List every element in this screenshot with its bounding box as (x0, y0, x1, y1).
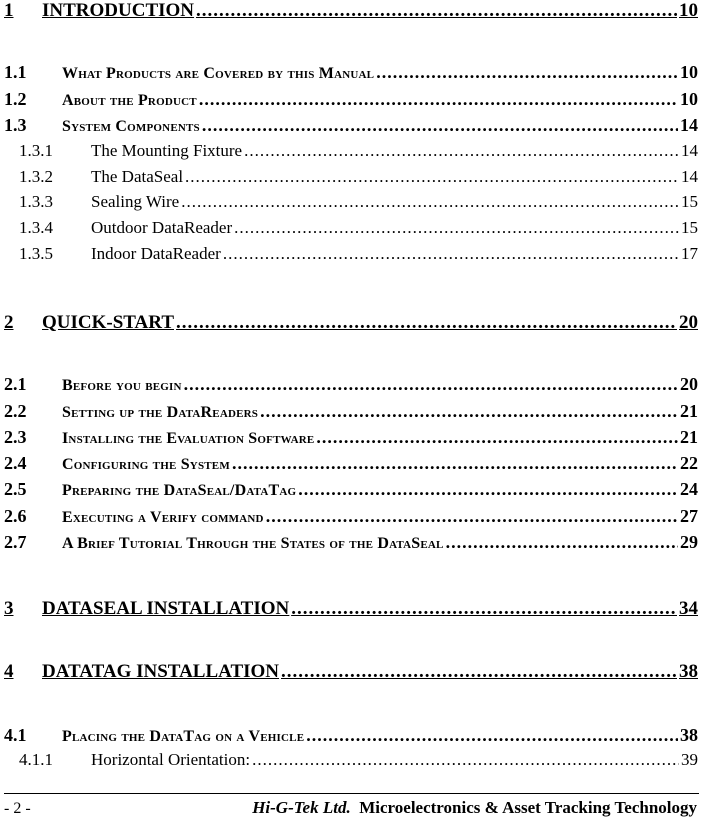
toc-entry-number: 1.3.4 (19, 218, 53, 237)
toc-entry-number: 2.6 (4, 506, 27, 526)
toc-entry-title: Setting up the DataReaders (62, 404, 259, 421)
toc-entry-number: 1.3.3 (19, 192, 53, 211)
toc-leader-dots (184, 374, 678, 395)
toc-entry-number: 2.5 (4, 479, 27, 499)
toc-entry-page: 38 (680, 725, 698, 745)
toc-entry-number: 4.1 (4, 725, 27, 745)
toc-leader-dots (446, 532, 678, 553)
toc-entry-title: Sealing Wire (91, 192, 180, 211)
toc-entry-page: 24 (680, 479, 698, 499)
toc-entry-page: 10 (680, 89, 698, 109)
toc-leader-dots (291, 598, 677, 620)
toc-leader-dots (260, 401, 678, 422)
toc-entry-page: 14 (680, 115, 698, 135)
toc-entry-title: Indoor DataReader (91, 244, 221, 263)
toc-entry-number: 1.2 (4, 89, 27, 109)
toc-entry-title: A Brief Tutorial Through the States of the DataSeal (62, 535, 444, 552)
toc-entry-page: 15 (681, 218, 698, 237)
toc-leader-dots (185, 167, 679, 187)
toc-entry[interactable] (4, 532, 698, 553)
toc-entry-title: DATASEAL INSTALLATION (42, 598, 290, 619)
toc-entry[interactable] (4, 62, 698, 83)
page-footer (0, 793, 703, 822)
toc-entry-title: Outdoor DataReader (91, 218, 233, 237)
toc-leader-dots (252, 750, 679, 770)
toc-entry-title: INTRODUCTION (42, 0, 195, 21)
toc-entry-number: 2.1 (4, 374, 27, 394)
toc-entry-number: 3 (4, 598, 14, 619)
toc-entry-number: 1.3.1 (19, 141, 53, 160)
toc-entry[interactable] (19, 141, 698, 161)
toc-entry-title: Before you begin (62, 377, 182, 394)
toc-entry-title: System Components (62, 118, 200, 135)
toc-entry-title: DATATAG INSTALLATION (42, 661, 280, 682)
toc-entry-page: 29 (680, 532, 698, 552)
toc-entry[interactable] (4, 661, 698, 683)
toc-leader-dots (281, 661, 677, 683)
toc-entry[interactable] (19, 192, 698, 212)
toc-entry[interactable] (4, 89, 698, 110)
footer-company (252, 798, 697, 818)
toc-leader-dots (196, 0, 677, 22)
toc-entry-number: 1.1 (4, 62, 27, 82)
toc-leader-dots (244, 141, 679, 161)
toc-leader-dots (266, 506, 678, 527)
toc-entry-title: About the Product (62, 92, 197, 109)
toc-leader-dots (181, 192, 679, 212)
toc-entry[interactable] (4, 453, 698, 474)
toc-entry-title: Horizontal Orientation: (91, 750, 251, 769)
toc-entry-number: 2.4 (4, 453, 27, 473)
toc-leader-dots (199, 89, 678, 110)
toc-entry-number: 2 (4, 312, 14, 333)
toc-entry-number: 4.1.1 (19, 750, 53, 769)
toc-entry-page: 14 (681, 141, 698, 160)
toc-entry-title: Installing the Evaluation Software (62, 430, 315, 447)
toc-entry-page: 10 (680, 62, 698, 82)
toc-leader-dots (202, 115, 678, 136)
toc-entry-title: QUICK-START (42, 312, 174, 333)
toc-entry-page: 21 (680, 401, 698, 421)
toc-entry[interactable] (19, 218, 698, 238)
toc-entry-number: 2.2 (4, 401, 27, 421)
toc-entry[interactable] (19, 750, 698, 770)
toc-entry-number: 1.3.5 (19, 244, 53, 263)
toc-leader-dots (234, 218, 679, 238)
footer-rule (4, 793, 699, 794)
toc-entry-page: 10 (679, 0, 698, 21)
toc-entry[interactable] (4, 506, 698, 527)
toc-entry-page: 39 (681, 750, 698, 769)
toc-entry-page: 34 (679, 598, 698, 619)
toc-entry-page: 15 (681, 192, 698, 211)
toc-entry-page: 20 (679, 312, 698, 333)
toc-entry-number: 1.3 (4, 115, 27, 135)
toc-entry-number: 2.7 (4, 532, 27, 552)
toc-entry[interactable] (4, 725, 698, 746)
toc-entry-page: 21 (680, 427, 698, 447)
toc-entry-number: 1 (4, 0, 14, 21)
toc-leader-dots (223, 244, 679, 264)
toc-entry[interactable] (19, 244, 698, 264)
toc-entry[interactable] (19, 167, 698, 187)
toc-entry-title: The DataSeal (91, 167, 184, 186)
toc-entry[interactable] (4, 374, 698, 395)
toc-leader-dots (316, 427, 678, 448)
footer-company-name: Hi-G-Tek Ltd. (252, 798, 351, 817)
toc-entry[interactable] (4, 427, 698, 448)
toc-entry-title: Configuring the System (62, 456, 230, 473)
toc-entry[interactable] (4, 598, 698, 620)
toc-entry-number: 1.3.2 (19, 167, 53, 186)
toc-entry-title: The Mounting Fixture (91, 141, 243, 160)
footer-page-number: - 2 - (4, 800, 31, 817)
footer-tagline: Microelectronics & Asset Tracking Technology (359, 798, 697, 817)
toc-leader-dots (376, 62, 678, 83)
toc-entry-page: 27 (680, 506, 698, 526)
toc-entry-number: 2.3 (4, 427, 27, 447)
toc-entry[interactable] (4, 479, 698, 500)
toc-leader-dots (306, 725, 678, 746)
toc-entry-title: Preparing the DataSeal/DataTag (62, 482, 297, 499)
toc-entry-page: 14 (681, 167, 698, 186)
toc-leader-dots (176, 312, 677, 334)
toc-entry[interactable] (4, 312, 698, 334)
toc-leader-dots (298, 479, 678, 500)
toc-entry-title: Executing a Verify command (62, 509, 264, 526)
toc-entry-page: 38 (679, 661, 698, 682)
toc-entry-page: 17 (681, 244, 698, 263)
toc-entry[interactable] (4, 115, 698, 136)
toc-entry-page: 22 (680, 453, 698, 473)
toc-leader-dots (232, 453, 678, 474)
toc-entry[interactable] (4, 401, 698, 422)
toc-entry-number: 4 (4, 661, 14, 682)
toc-entry-title: Placing the DataTag on a Vehicle (62, 728, 305, 745)
toc-entry-page: 20 (680, 374, 698, 394)
toc-entry-title: What Products are Covered by this Manual (62, 65, 375, 82)
toc-entry[interactable] (4, 0, 698, 22)
